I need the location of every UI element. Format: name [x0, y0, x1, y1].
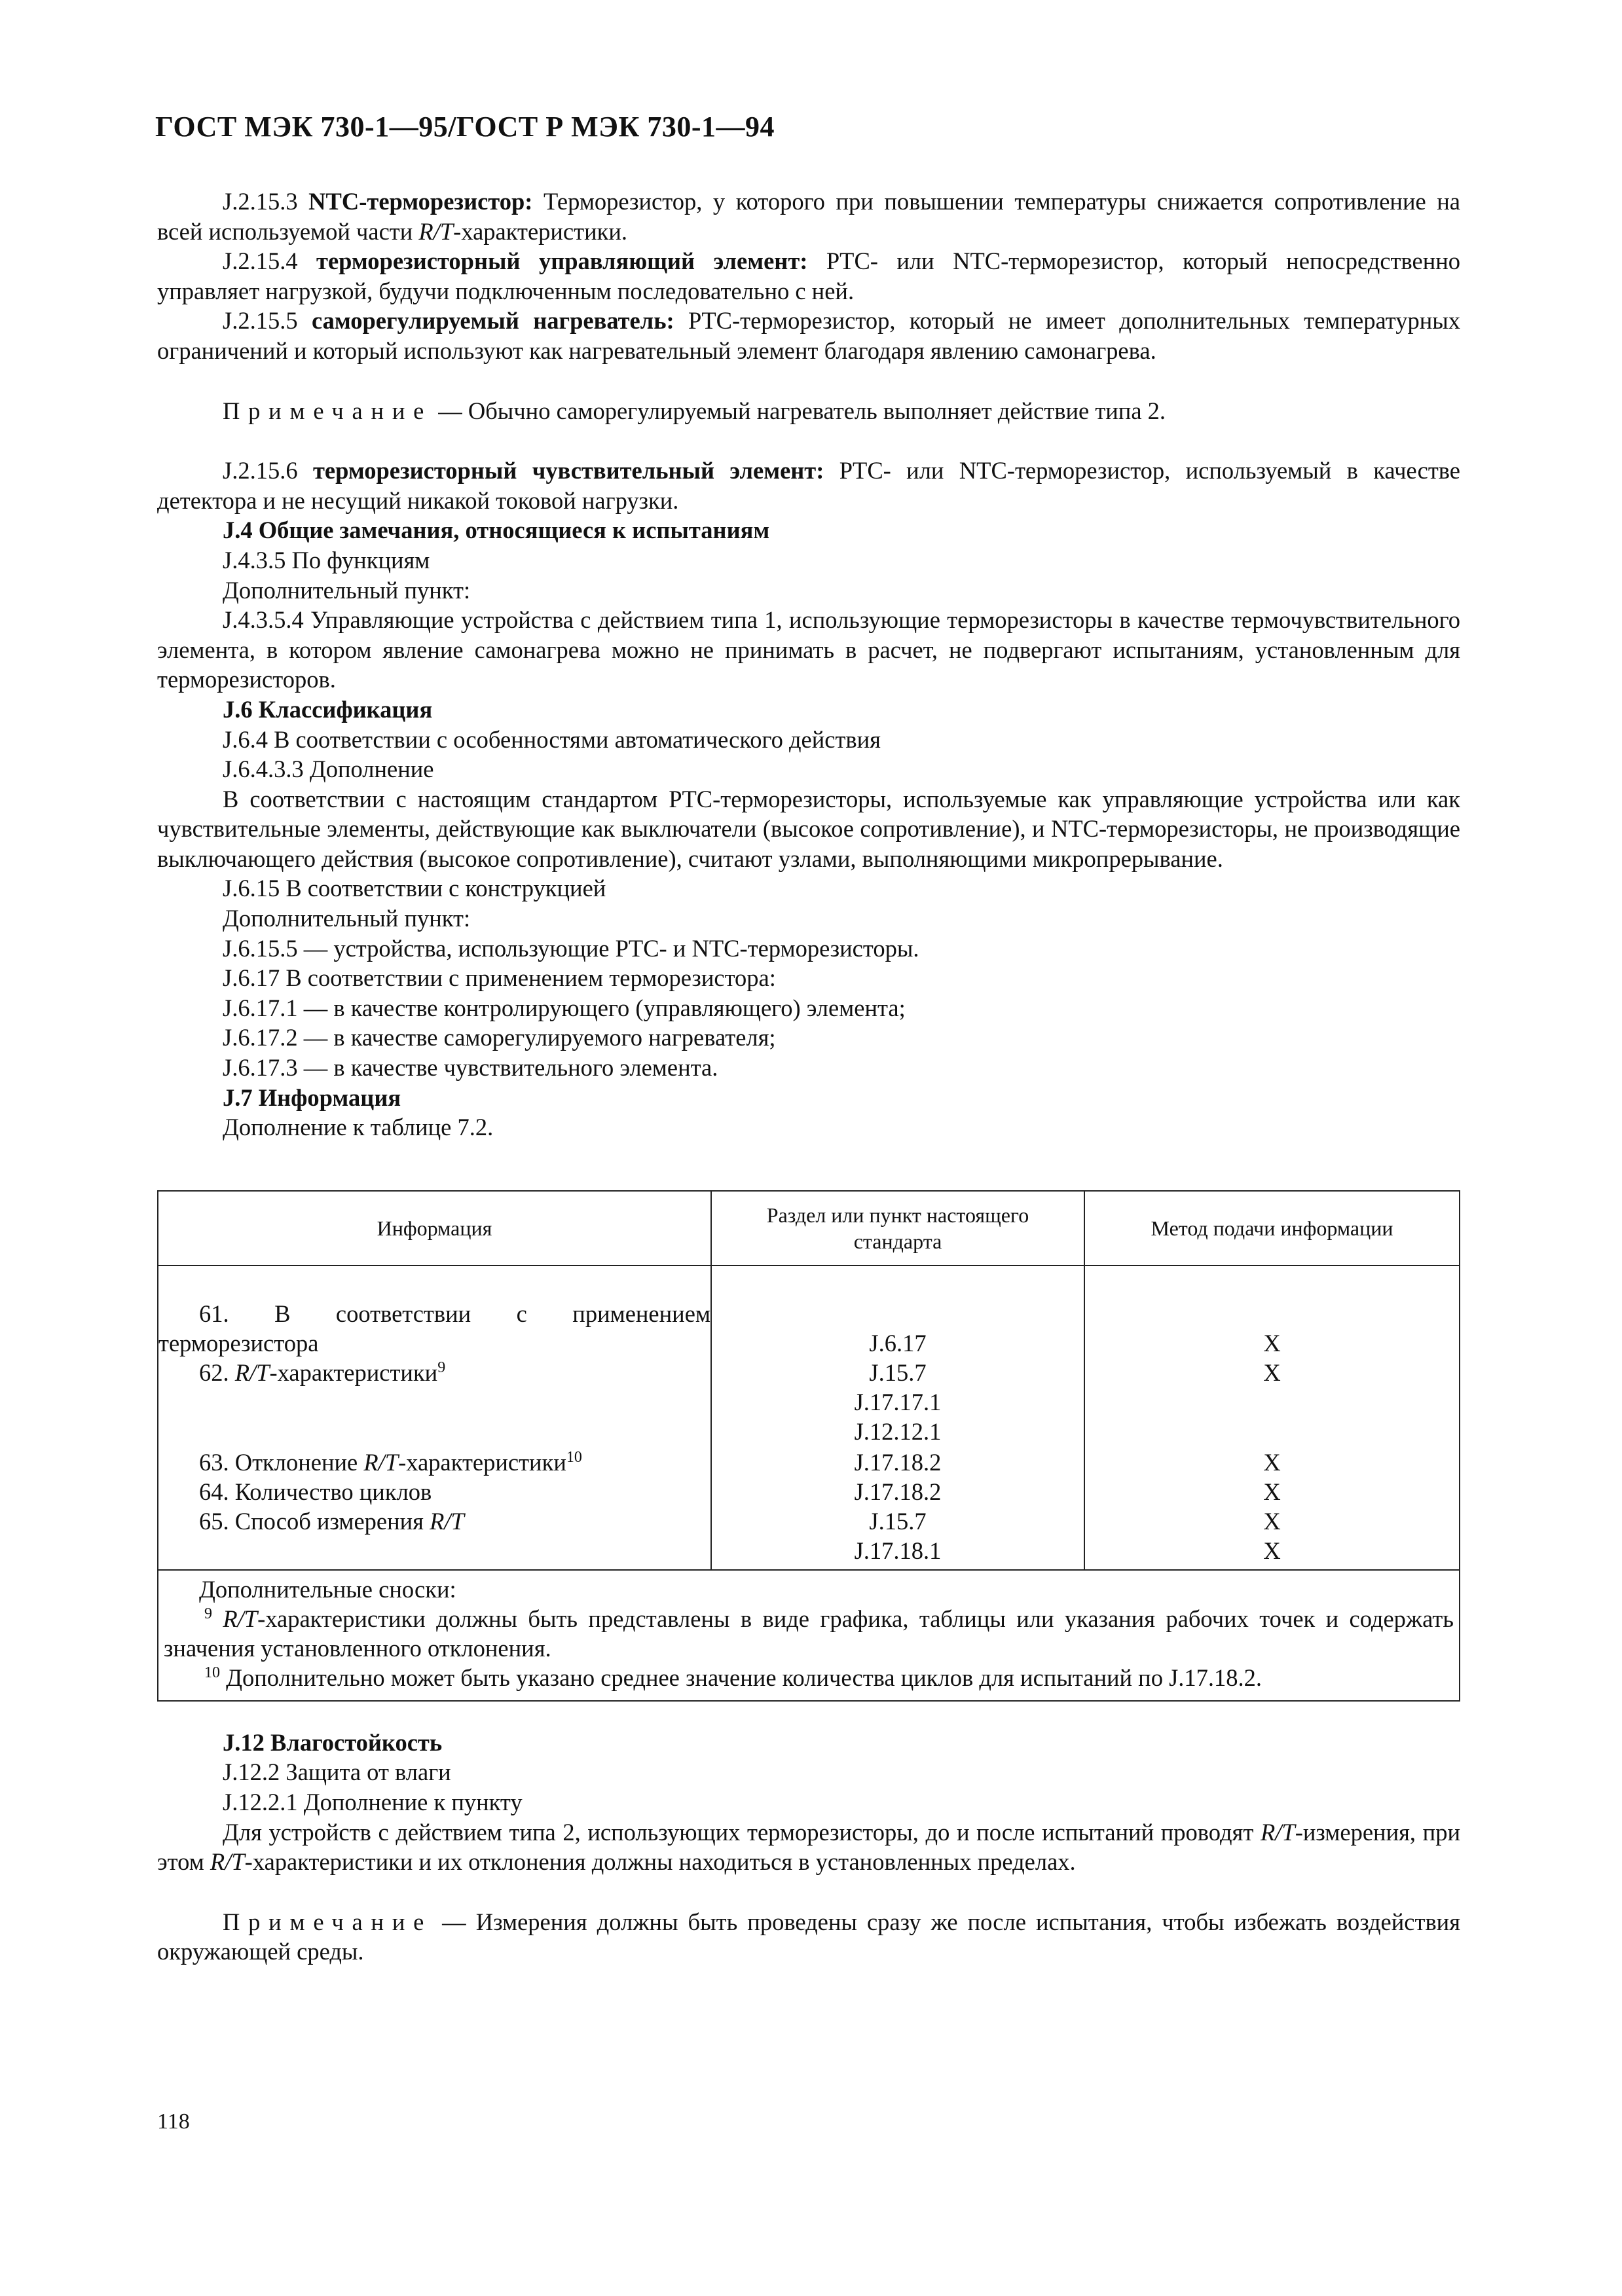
footnotes-cell [158, 1570, 1460, 1701]
rt-symbol: R/T [418, 217, 454, 245]
table-row [158, 1266, 1460, 1358]
rt-symbol: R/T [1260, 1818, 1295, 1846]
paragraph-j2-15-5 [157, 306, 1460, 365]
text-line: J.4.3.5.4 Управляющие устройства с действием типа 1, использующие терморезисторы в качестве термочувствительного элемента, в котором явление самонагрева можно не принимать в расчет, не подвергают испытаниям, установленным для терморезисторов. [157, 606, 1460, 693]
row-text: 61. В соответствии с применением терморезистора [158, 1300, 710, 1357]
text-line: J.6.15.5 — устройства, использующие PTC- и NTC-терморезисторы. [223, 934, 919, 962]
footnote-mark: 9 [437, 1358, 446, 1376]
page-number: 118 [157, 2109, 190, 2134]
term: саморегулируемый нагреватель: [311, 307, 674, 335]
row-text: 62. R/T-характеристики$^9$ [199, 1358, 446, 1386]
column-header: Метод подачи информации [1084, 1191, 1460, 1266]
paragraph-j2-15-6 [157, 456, 1460, 515]
table-cell: J.15.7 J.17.17.1 J.12.12.1 [711, 1358, 1084, 1446]
rt-symbol: R/T [234, 1358, 270, 1386]
table-row [158, 1477, 1460, 1506]
term: терморезисторный чувствительный элемент: [312, 457, 824, 484]
paragraph-j2-15-4 [157, 246, 1460, 306]
column-header-text: Раздел или пункт настоящего стандарта [766, 1203, 1029, 1253]
table-cell: X [1084, 1266, 1460, 1358]
document-body [157, 187, 1460, 1967]
table-footnotes [158, 1570, 1460, 1701]
table-row [158, 1358, 1460, 1446]
text-line: J.6.17.2 — в качестве саморегулируемого нагревателя; [223, 1024, 776, 1051]
section-heading-j6: J.6 Классификация [223, 695, 433, 723]
table-cell: J.15.7 J.17.18.1 [711, 1506, 1084, 1570]
clause-number: J.2.15.5 [223, 307, 298, 335]
row-text: 65. Способ измерения R/T [199, 1507, 464, 1535]
table-cell [158, 1506, 711, 1570]
clause-number: J.2.15.3 [223, 188, 298, 215]
table-cell: X [1084, 1477, 1460, 1506]
definition-text: PTC- или NTC-терморезистор, используемый в качестве детектора и не несущий никакой токовой нагрузки. [157, 457, 1460, 514]
footnote-mark: 10 [566, 1448, 582, 1466]
text-line: J.6.17.3 — в качестве чувствительного элемента. [223, 1054, 718, 1082]
text-line: J.6.15 В соответствии с конструкцией [223, 875, 606, 902]
clause-number: J.2.15.4 [223, 247, 298, 275]
clause-number: J.2.15.6 [223, 457, 298, 484]
table-cell: J.17.18.2 [711, 1446, 1084, 1477]
table-cell [158, 1266, 711, 1358]
table-cell: X [1084, 1358, 1460, 1446]
text-line: Дополнительный пункт: [223, 576, 471, 604]
note-text: — Измерения должны быть проведены сразу же после испытания, чтобы избежать воздействия окружающей среды. [157, 1908, 1460, 1965]
section-heading-j7: J.7 Информация [223, 1084, 401, 1111]
table-cell: J.6.17 [711, 1266, 1084, 1358]
table-cell [158, 1477, 711, 1506]
footnote-9: $^9$ R/T-характеристики должны быть представлены в виде графика, таблицы или указания рабочих точек и содержать значения установленного отклонения. [164, 1605, 1454, 1662]
footnotes-title: Дополнительные сноски: [199, 1575, 456, 1603]
paragraph-j2-15-3 [157, 187, 1460, 246]
table-row [158, 1446, 1460, 1477]
column-header: Информация [158, 1191, 711, 1266]
text-line: J.6.17.1 — в качестве контролирующего (управляющего) элемента; [223, 994, 906, 1021]
term: NTC-терморезистор: [308, 188, 533, 215]
note-label: Примечание [223, 1908, 433, 1935]
footnote-10: $^{10}$ Дополнительно может быть указано среднее значение количества циклов для испытаний по J.17.18.2. [204, 1664, 1263, 1691]
rt-symbol: R/T [210, 1848, 245, 1876]
text-line: J.12.2 Защита от влаги [223, 1758, 451, 1786]
definition-text: -характеристики. [453, 217, 628, 245]
table-cell: X [1084, 1446, 1460, 1477]
definition-text: PTC- или NTC-терморезистор, который непосредственно управляет нагрузкой, будучи подключенным последовательно с ней. [157, 247, 1461, 304]
text-line: J.6.17 В соответствии с применением терморезистора: [223, 964, 776, 992]
term: терморезисторный управляющий элемент: [316, 247, 808, 275]
note-2 [157, 1907, 1460, 1967]
definition-text: Терморезистор, у которого при повышении температуры снижается сопротивление на всей используемой части [157, 188, 1460, 245]
rt-symbol: R/T [363, 1448, 399, 1476]
text-line: J.4.3.5 По функциям [223, 546, 430, 574]
section-heading-j4: J.4 Общие замечания, относящиеся к испытаниям [223, 517, 770, 544]
column-header [711, 1191, 1084, 1266]
table-cell [158, 1446, 711, 1477]
text-line: В соответствии с настоящим стандартом PTC-терморезисторы, используемые как управляющие устройства или как чувствительные элементы, действующие как выключатели (высокое сопротивление), и NTC-терморезисторы, не производящие выключающего действия (высокое сопротивление), считают узлами, выполняющими микропрерывание. [157, 785, 1460, 872]
section-heading-j12: J.12 Влагостойкость [223, 1728, 443, 1756]
text-line: J.6.4.3.3 Дополнение [223, 756, 434, 783]
table-cell: J.17.18.2 [711, 1477, 1084, 1506]
table-row [158, 1506, 1460, 1570]
row-text: 64. Количество циклов [199, 1478, 432, 1505]
page-header: ГОСТ МЭК 730-1—95/ГОСТ Р МЭК 730-1—94 [155, 111, 775, 143]
rt-symbol: R/T [430, 1507, 464, 1535]
table-cell: X X [1084, 1506, 1460, 1570]
table-header-row [158, 1191, 1460, 1266]
definition-text: PTC-терморезистор, который не имеет дополнительных температурных ограничений и который используют как нагревательный элемент благодаря явлению самонагрева. [157, 307, 1461, 364]
text-line: Дополнение к таблице 7.2. [223, 1114, 494, 1141]
rt-symbol: R/T [223, 1605, 258, 1632]
text-line: Для устройств с действием типа 2, использующих терморезисторы, до и после испытаний проводят R/T-измерения, при этом R/T-характеристики и их отклонения должны находиться в установленных пределах. [157, 1818, 1460, 1876]
text-line: J.12.2.1 Дополнение к пункту [223, 1789, 523, 1815]
note-text: — Обычно саморегулируемый нагреватель выполняет действие типа 2. [432, 397, 1166, 424]
note-label: Примечание [223, 397, 433, 424]
text-line: Дополнительный пункт: [223, 905, 471, 932]
note-1 [157, 396, 1460, 426]
row-text: 63. Отклонение R/T-характеристики$^{10}$ [199, 1448, 582, 1476]
info-table [157, 1190, 1460, 1702]
text-line: J.6.4 В соответствии с особенностями автоматического действия [223, 725, 881, 753]
table-cell [158, 1358, 711, 1446]
